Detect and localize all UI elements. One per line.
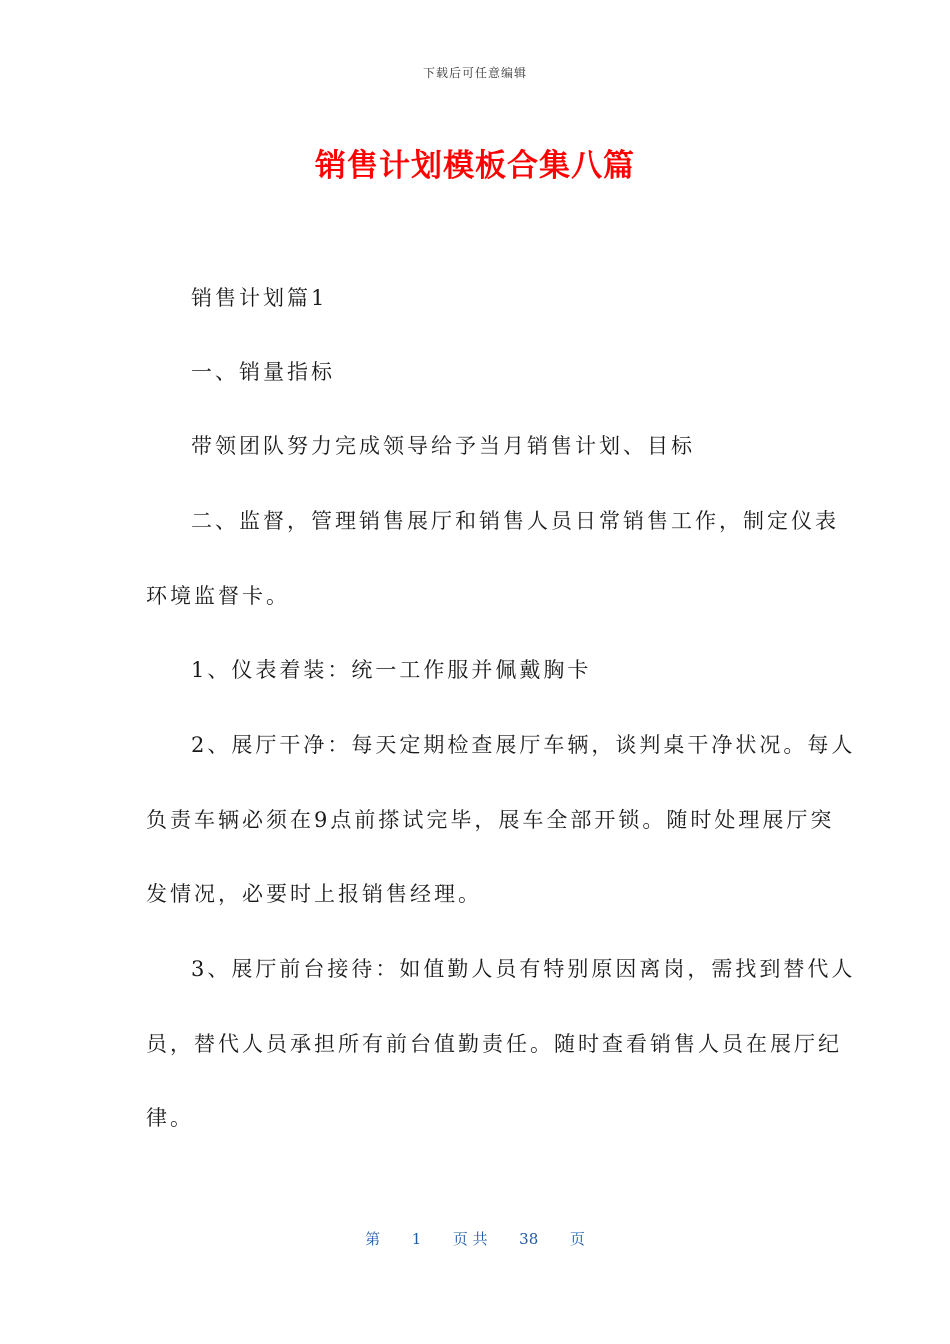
paragraph-line: 3、展厅前台接待：如值勤人员有特别原因离岗，需找到替代人 xyxy=(191,957,856,981)
paragraph-line: 1、仪表着装：统一工作服并佩戴胸卡 xyxy=(191,658,592,682)
paragraph-line: 负责车辆必须在9点前搽试完毕，展车全部开锁。随时处理展厅突 xyxy=(146,808,835,832)
paragraph-line: 发情况，必要时上报销售经理。 xyxy=(146,882,482,906)
footer-page-mid: 页 共 xyxy=(452,1230,488,1248)
header-note: 下载后可任意编辑 xyxy=(422,66,527,80)
paragraph-line: 员，替代人员承担所有前台值勤责任。随时查看销售人员在展厅纪 xyxy=(146,1032,842,1056)
paragraph-line: 带领团队努力完成领导给予当月销售计划、目标 xyxy=(191,434,695,458)
footer-page-suffix: 页 xyxy=(569,1230,585,1248)
paragraph-line: 二、监督，管理销售展厅和销售人员日常销售工作，制定仪表 xyxy=(191,509,839,533)
page-footer xyxy=(0,1228,950,1249)
footer-page-prefix: 第 xyxy=(365,1230,381,1248)
paragraph-line: 律。 xyxy=(146,1106,194,1130)
footer-total-pages: 38 xyxy=(519,1230,539,1248)
paragraph-line: 2、展厅干净：每天定期检查展厅车辆，谈判桌干净状况。每人 xyxy=(191,733,856,757)
document-title: 销售计划模板合集八篇 xyxy=(315,148,635,184)
footer-page-number: 1 xyxy=(411,1230,422,1248)
section-heading: 销售计划篇1 xyxy=(191,286,328,310)
subheading-sales-target: 一、销量指标 xyxy=(191,360,335,384)
paragraph-line: 环境监督卡。 xyxy=(146,584,290,608)
